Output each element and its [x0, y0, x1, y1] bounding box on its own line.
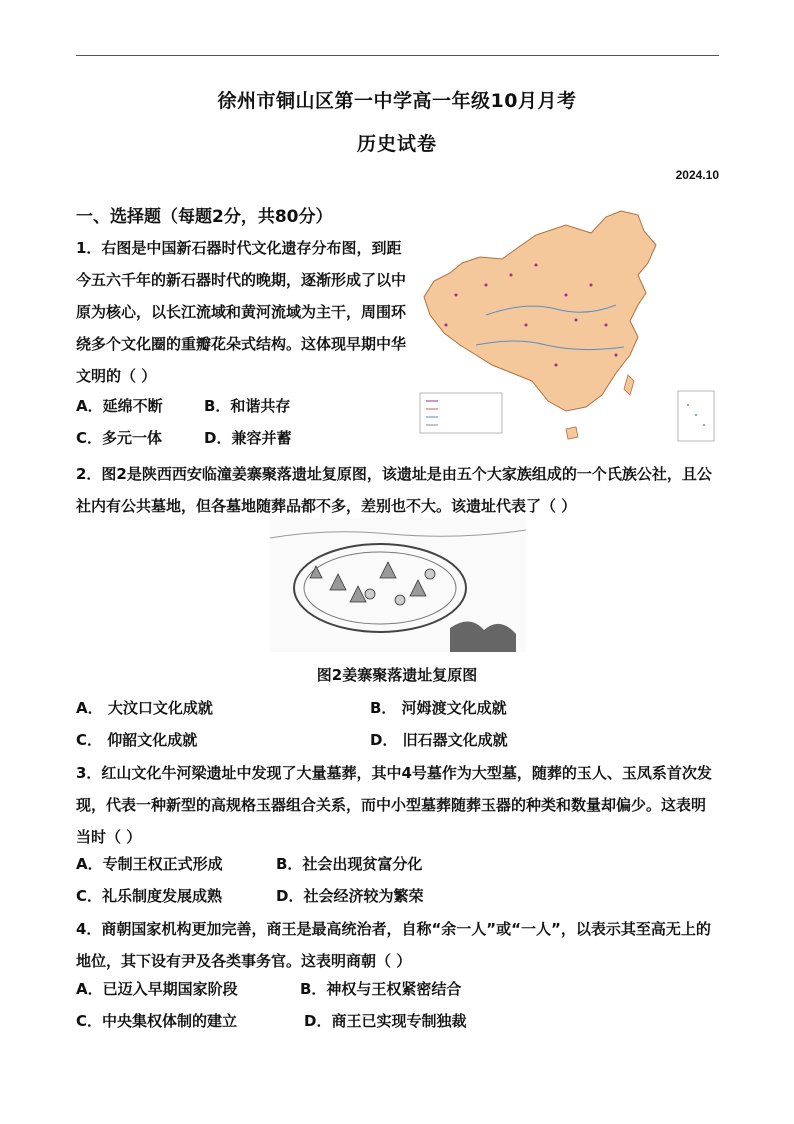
question-3-option-d[interactable]: D．社会经济较为繁荣	[276, 887, 424, 905]
neolithic-distribution-map	[416, 205, 719, 445]
exam-subtitle: 历史试卷	[356, 133, 437, 155]
question-4-option-d[interactable]: D．商王已实现专制独裁	[304, 1012, 467, 1030]
question-2-option-d[interactable]: D． 旧石器文化成就	[370, 731, 508, 749]
question-3-option-c[interactable]: C．礼乐制度发展成熟	[76, 887, 223, 905]
question-4-option-a[interactable]: A．已迈入早期国家阶段	[76, 980, 238, 998]
map-legend-box	[420, 393, 502, 433]
question-1-option-d[interactable]: D．兼容并蓄	[204, 429, 292, 447]
header-rule	[76, 55, 719, 56]
question-1-option-b[interactable]: B．和谐共存	[204, 397, 291, 415]
exam-date: 2024.10	[675, 168, 719, 182]
taiwan-island	[624, 375, 634, 395]
section-heading: 一、选择题（每题2分，共80分）	[76, 207, 333, 227]
exam-title: 徐州市铜山区第一中学高一年级10月月考	[217, 90, 577, 112]
question-3-option-a[interactable]: A．专制王权正式形成	[76, 855, 223, 873]
question-1-option-c[interactable]: C．多元一体	[76, 429, 163, 447]
question-4-stem: 4．商朝国家机构更加完善，商王是最高统治者，自称“余一人”或“一人”，以表示其至高无上的地位，其下设有尹及各类事务官。这表明商朝（ ）	[76, 920, 711, 970]
question-2-option-b[interactable]: B． 河姆渡文化成就	[370, 699, 507, 717]
hainan-island	[566, 427, 578, 439]
question-3-stem: 3．红山文化牛河梁遗址中发现了大量墓葬，其中4号墓作为大型墓，随葬的玉人、玉凤系首次发现，代表一种新型的高规格玉器组合关系，而中小型墓葬随葬玉器的种类和数量却偏少。这表明当时（ ）	[76, 764, 712, 846]
question-2-stem: 2．图2是陕西西安临潼姜寨聚落遗址复原图，该遗址是由五个大家族组成的一个氏族公社，且公社内有公共墓地，但各墓地随葬品都不多，差别也不大。该遗址代表了（ ）	[76, 465, 712, 515]
jiangzhai-settlement-sketch	[270, 518, 526, 652]
figure-2-caption: 图2姜寨聚落遗址复原图	[316, 666, 478, 684]
question-1-stem: 1．右图是中国新石器时代文化遗存分布图，到距今五六千年的新石器时代的晚期，逐渐形成了以中原为核心，以长江流域和黄河流域为主干，周围环绕多个文化圈的重瓣花朵式结构。这体现早期中华文明的（ ）	[76, 239, 407, 385]
question-2-option-c[interactable]: C． 仰韶文化成就	[76, 731, 198, 749]
question-2-option-a[interactable]: A． 大汶口文化成就	[76, 699, 213, 717]
question-4-option-c[interactable]: C．中央集权体制的建立	[76, 1012, 238, 1030]
question-1-option-a[interactable]: A．延绵不断	[76, 397, 163, 415]
china-landmass	[424, 211, 656, 411]
question-4-option-b[interactable]: B．神权与王权紧密结合	[300, 980, 462, 998]
question-3-option-b[interactable]: B．社会出现贫富分化	[276, 855, 423, 873]
